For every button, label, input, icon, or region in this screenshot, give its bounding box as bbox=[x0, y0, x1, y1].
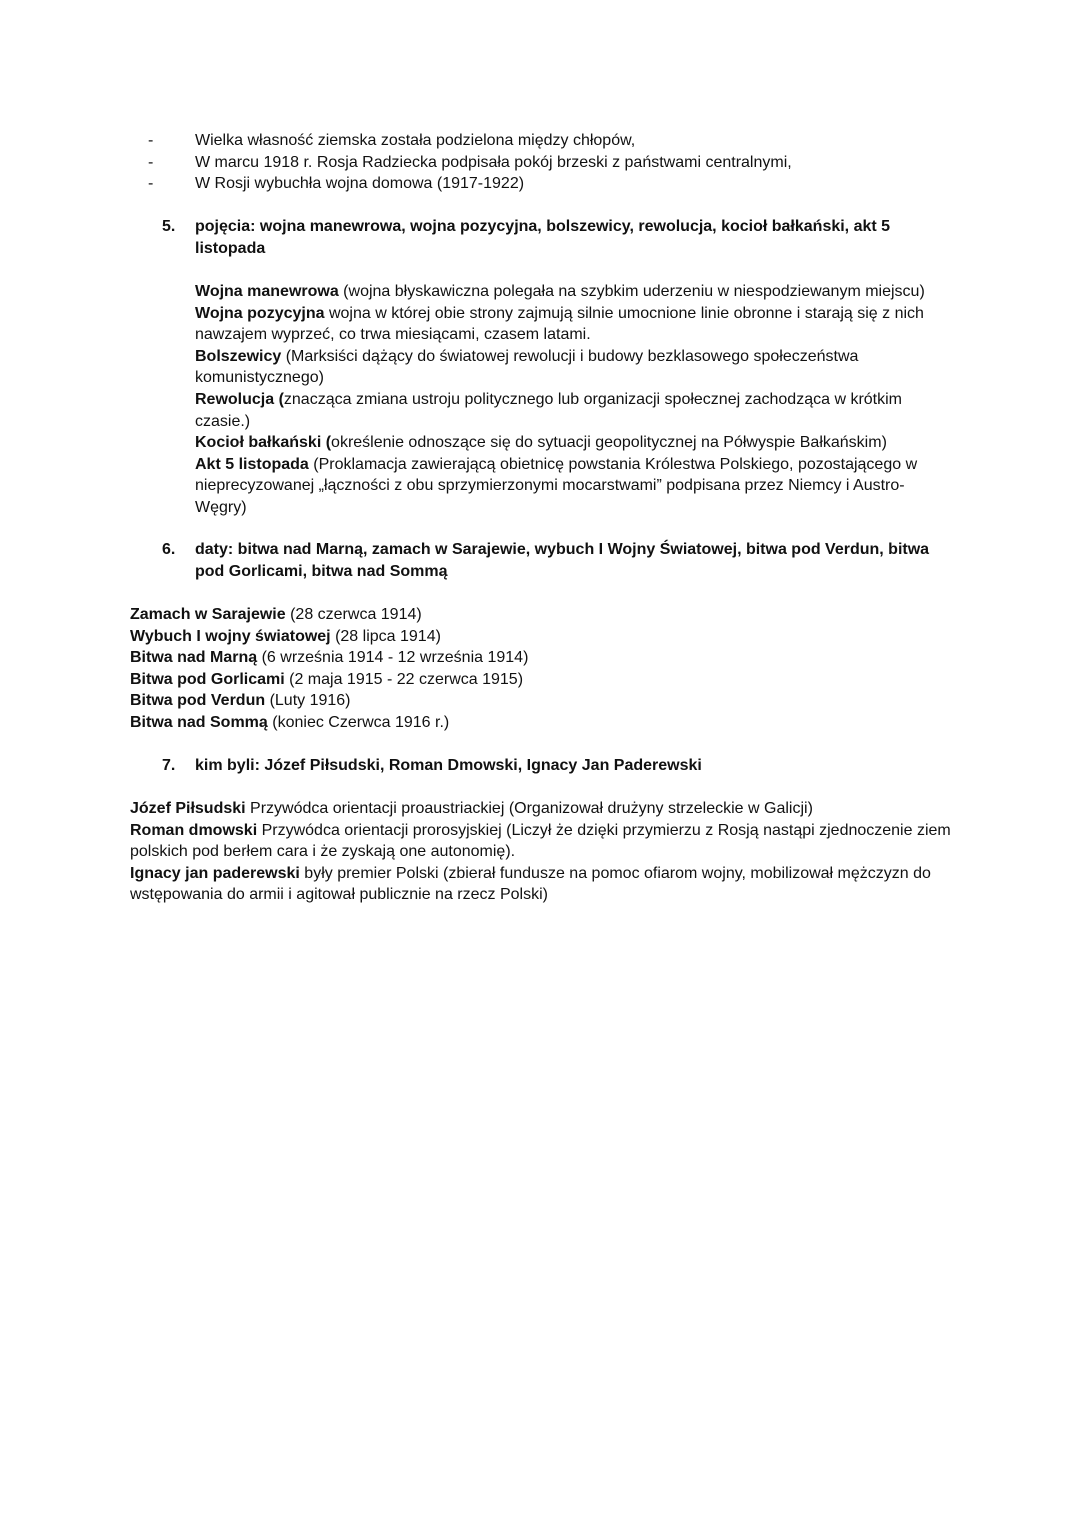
event-date: (28 czerwca 1914) bbox=[285, 606, 422, 623]
dash-marker: - bbox=[148, 153, 154, 171]
person-description: Przywódca orientacji prorosyjskiej (Liczył że dzięki przymierzu z Rosją nastąpi zjednoczenie ziem polskich pod berłem cara i że zyskają one autonomię). bbox=[130, 821, 951, 861]
definition-wojna-manewrowa bbox=[195, 281, 955, 303]
question-text: pojęcia: wojna manewrowa, wojna pozycyjna, bolszewicy, rewolucja, kocioł bałkański, akt 5 listopada bbox=[195, 218, 891, 257]
list-item bbox=[148, 173, 1008, 195]
date-entry bbox=[130, 690, 960, 712]
event-name: Bitwa pod Gorlicami bbox=[130, 670, 285, 688]
definition-text: określenie odnoszące się do sytuacji geopolitycznej na Półwyspie Bałkańskim) bbox=[331, 434, 887, 452]
event-name: Bitwa pod Verdun bbox=[130, 692, 266, 710]
person-roman-dmowski bbox=[130, 820, 960, 863]
definition-kociol-balkanski bbox=[195, 432, 955, 454]
event-date: (koniec Czerwca 1916 r.) bbox=[267, 713, 450, 731]
definition-text: znacząca zmiana ustroju politycznego lub organizacji społecznej zachodząca w krótkim czasie.) bbox=[195, 390, 902, 430]
question-number: 5. bbox=[162, 218, 176, 235]
definition-rewolucja bbox=[195, 389, 955, 432]
definitions-block bbox=[195, 281, 955, 519]
definition-bolszewicy bbox=[195, 346, 955, 389]
event-name: Wybuch I wojny światowej bbox=[130, 627, 331, 645]
person-name: Roman dmowski bbox=[130, 821, 258, 839]
event-name: Zamach w Sarajewie bbox=[130, 606, 286, 623]
definition-term: Bolszewicy bbox=[195, 347, 282, 365]
definition-akt-5-listopada bbox=[195, 454, 955, 519]
definition-term: Kocioł bałkański ( bbox=[195, 434, 332, 452]
bullet-text: W marcu 1918 r. Rosja Radziecka podpisała pokój brzeski z państwami centralnymi, bbox=[195, 153, 792, 171]
person-description: były premier Polski (zbierał fundusze na pomoc ofiarom wojny, mobilizował mężczyzn do wstępowania do armii i agitował publicznie na rzecz Polski) bbox=[130, 864, 931, 904]
definition-text: (Proklamacja zawierającą obietnicę powstania Królestwa Polskiego, pozostającego w nieprecyzowanej „łączności z obu sprzymierzonymi mocarstwami” podpisana przez Niemcy i Austro-Węgry) bbox=[195, 455, 918, 516]
definition-term: Rewolucja ( bbox=[195, 390, 284, 408]
dash-bullet-list bbox=[148, 130, 1008, 195]
event-date: (28 lipca 1914) bbox=[330, 627, 441, 645]
question-text: kim byli: Józef Piłsudski, Roman Dmowski, Ignacy Jan Paderewski bbox=[195, 757, 702, 774]
bullet-text: Wielka własność ziemska została podzielona między chłopów, bbox=[195, 132, 636, 149]
event-date: (2 maja 1915 - 22 czerwca 1915) bbox=[284, 670, 524, 688]
date-entry bbox=[130, 669, 960, 691]
date-entry bbox=[130, 647, 960, 669]
question-number: 7. bbox=[162, 757, 176, 774]
date-entry bbox=[130, 626, 960, 648]
definition-term: Wojna manewrowa bbox=[195, 283, 339, 300]
dash-marker: - bbox=[148, 175, 154, 193]
question-text: daty: bitwa nad Marną, zamach w Sarajewie, wybuch I Wojny Światowej, bitwa pod Verdun, bitwa pod Gorlicami, bitwa nad Sommą bbox=[195, 541, 930, 580]
persons-block bbox=[130, 798, 960, 906]
person-jozef-pilsudski bbox=[130, 798, 960, 820]
date-entry bbox=[130, 712, 960, 734]
list-item bbox=[148, 152, 1008, 174]
definition-wojna-pozycyjna bbox=[195, 303, 955, 346]
person-ignacy-jan-paderewski bbox=[130, 863, 960, 906]
person-name: Ignacy jan paderewski bbox=[130, 864, 300, 882]
definition-text: (wojna błyskawiczna polegała na szybkim uderzeniu w niespodziewanym miejscu) bbox=[338, 283, 925, 300]
dash-marker: - bbox=[148, 132, 154, 149]
list-item bbox=[148, 130, 1008, 152]
event-name: Bitwa nad Marną bbox=[130, 649, 258, 667]
definition-text: wojna w której obie strony zajmują silnie umocnione linie obronne i starają się z nich nawzajem wyprzeć, co trwa miesiącami, czasem latami. bbox=[195, 304, 924, 344]
definition-term: Wojna pozycyjna bbox=[195, 304, 325, 322]
question-number: 6. bbox=[162, 541, 176, 558]
dates-block bbox=[130, 604, 960, 734]
definition-text: (Marksiści dążący do światowej rewolucji i budowy bezklasowego społeczeństwa komunistycznego) bbox=[195, 347, 859, 387]
person-name: Józef Piłsudski bbox=[130, 800, 246, 817]
definition-term: Akt 5 listopada bbox=[195, 455, 309, 473]
person-description: Przywódca orientacji proaustriackiej (Organizował drużyny strzeleckie w Galicji) bbox=[245, 800, 813, 817]
event-name: Bitwa nad Sommą bbox=[130, 713, 268, 731]
bullet-text: W Rosji wybuchła wojna domowa (1917-1922) bbox=[195, 175, 525, 193]
event-date: (Luty 1916) bbox=[265, 692, 351, 710]
event-date: (6 września 1914 - 12 września 1914) bbox=[257, 649, 529, 667]
date-entry bbox=[130, 604, 960, 626]
